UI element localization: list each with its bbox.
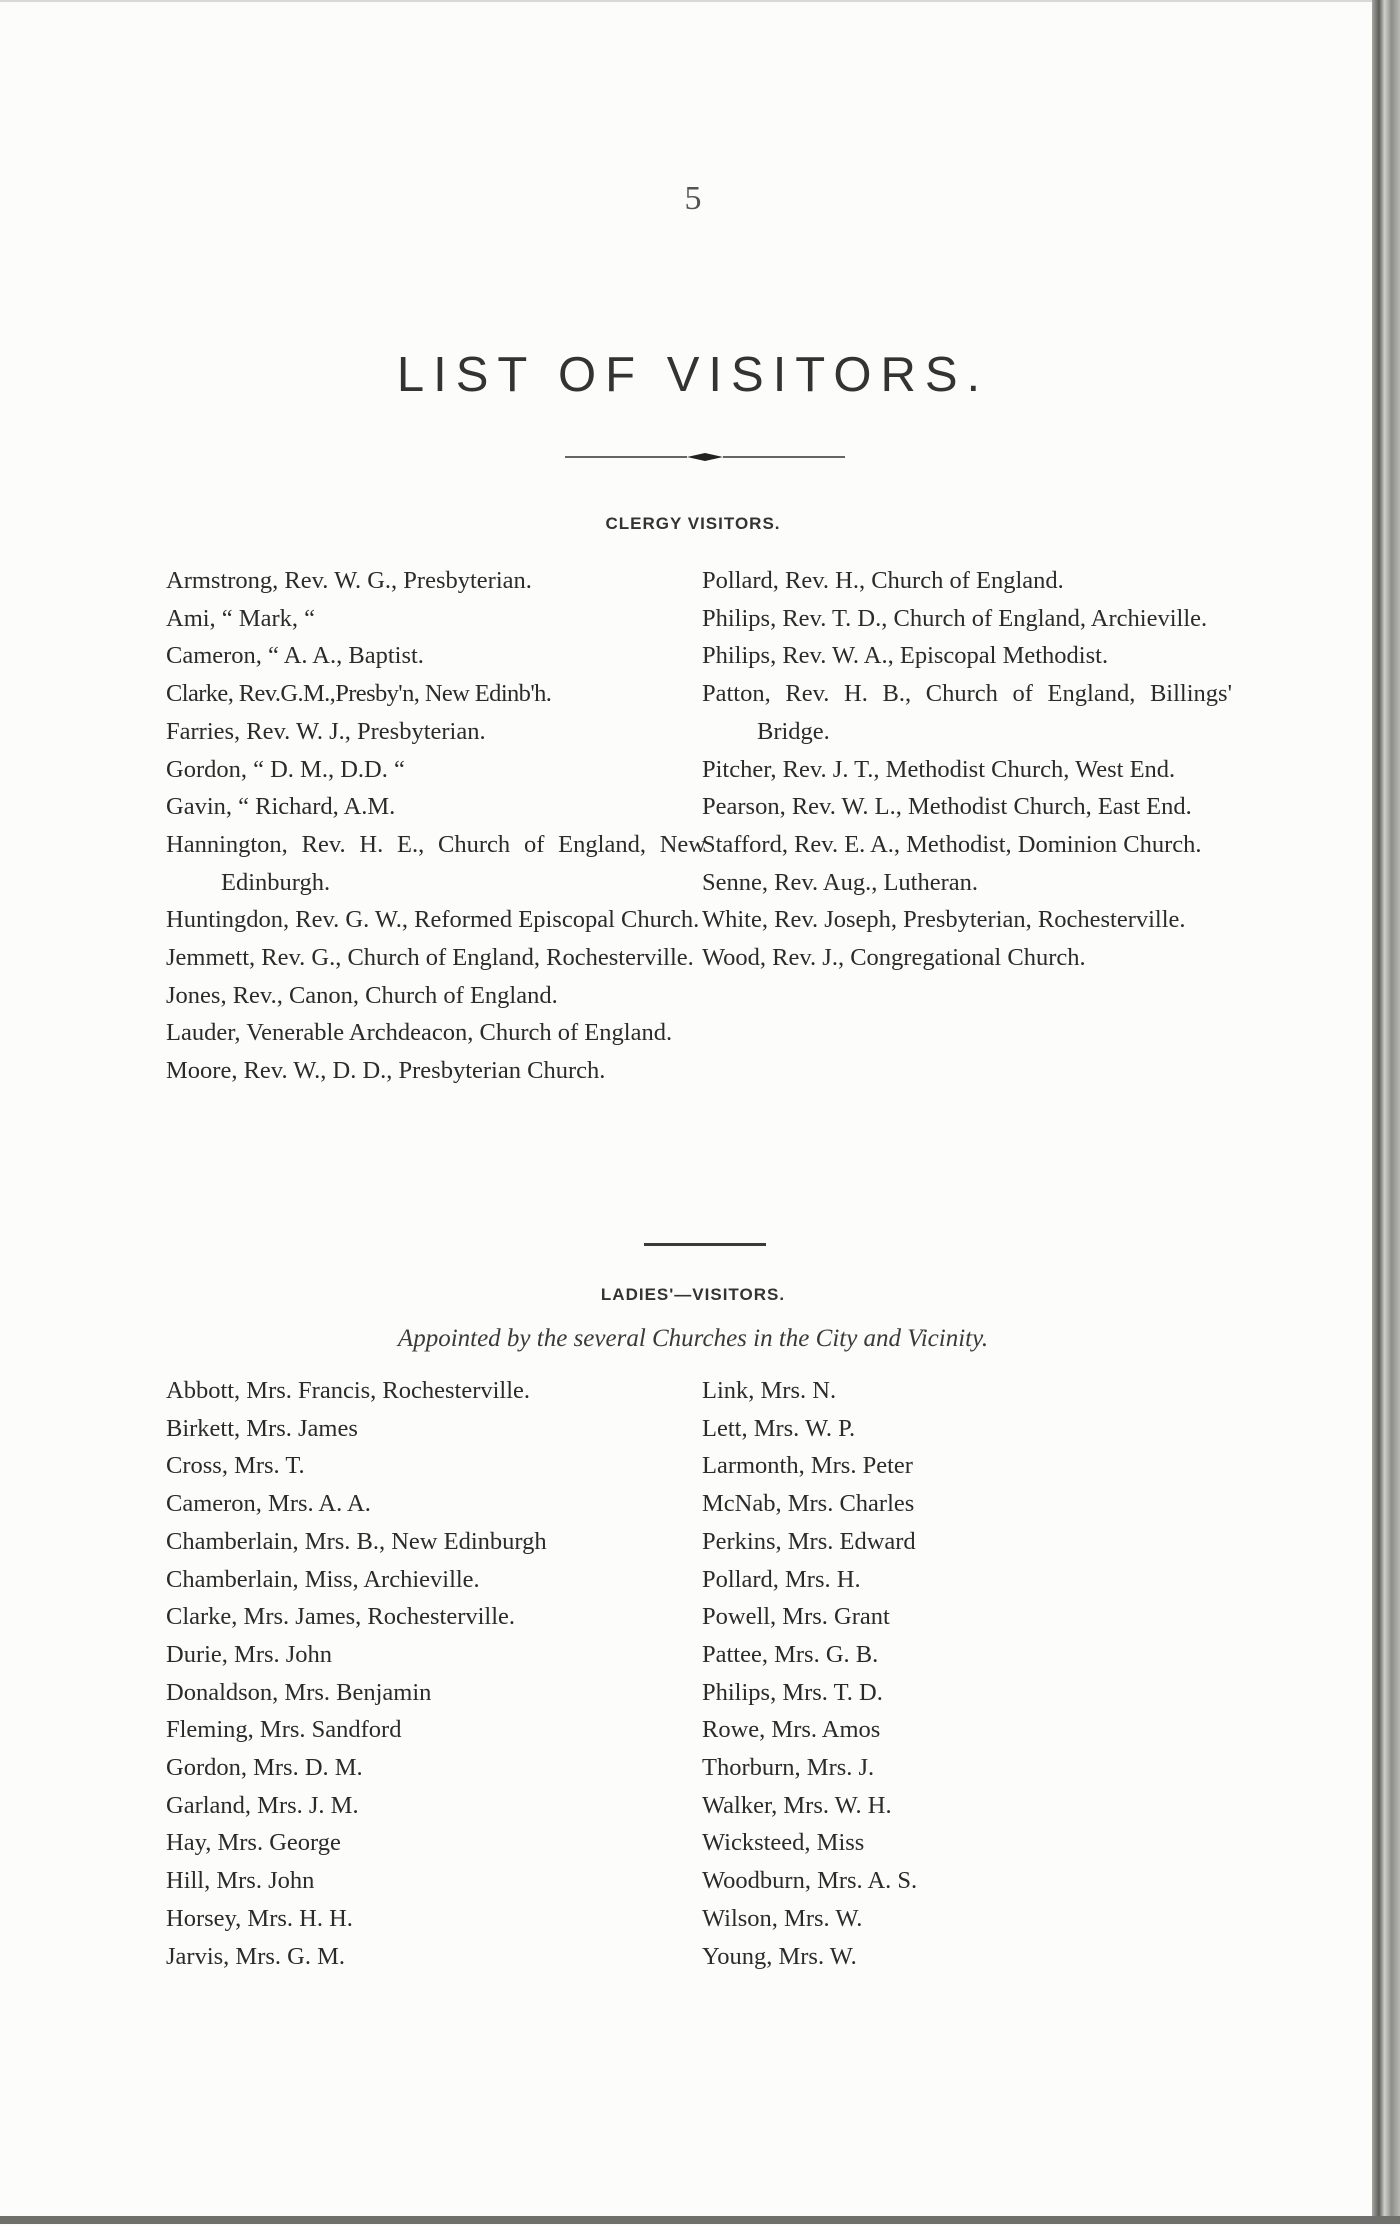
list-item: Hannington, Rev. H. E., Church of England, New Edinburgh. [166,830,706,896]
ladies-left-column [166,1372,706,1975]
list-item: Farries, Rev. W. J., Presbyterian. [166,717,486,745]
list-item: Lauder, Venerable Archdeacon, Church of England. [166,1019,673,1047]
section-divider-rule [644,1243,766,1246]
list-item: Wood, Rev. J., Congregational Church. [702,944,1086,972]
list-item: Patton, Rev. H. B., Church of England, Billings' Bridge. [702,680,1232,745]
list-item: Garland, Mrs. J. M. [166,1791,359,1819]
list-item: Lett, Mrs. W. P. [702,1414,856,1442]
list-item: Walker, Mrs. W. H. [702,1791,892,1819]
list-item: Armstrong, Rev. W. G., Presbyterian. [166,567,532,594]
list-item: Thorburn, Mrs. J. [702,1754,875,1782]
list-item: Wilson, Mrs. W. [702,1904,863,1932]
list-item: Philips, Rev. W. A., Episcopal Methodist. [702,642,1109,670]
list-item: White, Rev. Joseph, Presbyterian, Rochesterville. [702,906,1186,934]
list-item: Chamberlain, Miss, Archieville. [166,1565,480,1593]
clergy-left-column [166,562,706,1090]
list-item: Woodburn, Mrs. A. S. [702,1867,918,1895]
list-item: Cross, Mrs. T. [166,1452,305,1480]
list-item: Durie, Mrs. John [166,1640,333,1668]
list-item: Senne, Rev. Aug., Lutheran. [702,868,979,896]
clergy-heading: CLERGY VISITORS. [605,514,781,533]
list-item: Gordon, “ D. M., D.D. “ [166,755,405,783]
list-item: Philips, Mrs. T. D. [702,1678,883,1706]
list-item: Hay, Mrs. George [166,1829,341,1857]
list-item: Gordon, Mrs. D. M. [166,1754,363,1782]
list-item: Pearson, Rev. W. L., Methodist Church, East End. [702,793,1192,821]
list-item: Stafford, Rev. E. A., Methodist, Dominion Church. [702,830,1202,858]
list-item: Horsey, Mrs. H. H. [166,1904,353,1932]
book-spine-edge [1372,0,1400,2224]
list-item: Clarke, Mrs. James, Rochesterville. [166,1603,516,1631]
ladies-right-column [702,1372,1242,1975]
list-item: Huntingdon, Rev. G. W., Reformed Episcopal Church. [166,906,700,934]
list-item: Perkins, Mrs. Edward [702,1527,916,1555]
list-item: Powell, Mrs. Grant [702,1603,890,1631]
list-item: Philips, Rev. T. D., Church of England, Archieville. [702,604,1208,632]
list-item: Moore, Rev. W., D. D., Presbyterian Church. [166,1057,606,1085]
list-item: Abbott, Mrs. Francis, Rochesterville. [166,1377,531,1404]
list-item: Birkett, Mrs. James [166,1414,358,1442]
list-item: Fleming, Mrs. Sandford [166,1716,402,1744]
list-item: Larmonth, Mrs. Peter [702,1452,913,1480]
list-item: Pitcher, Rev. J. T., Methodist Church, West End. [702,755,1176,783]
list-item: Donaldson, Mrs. Benjamin [166,1678,432,1706]
list-item: Pollard, Rev. H., Church of England. [702,567,1064,594]
scan-bottom-edge [0,2216,1400,2224]
list-item: Cameron, Mrs. A. A. [166,1490,371,1518]
list-item: Gavin, “ Richard, A.M. [166,793,396,821]
list-item: Pattee, Mrs. G. B. [702,1640,879,1668]
list-item: Cameron, “ A. A., Baptist. [166,642,424,670]
ladies-subtitle: Appointed by the several Churches in the City and Vicinity. [397,1325,989,1352]
list-item: Jones, Rev., Canon, Church of England. [166,981,558,1009]
list-item: McNab, Mrs. Charles [702,1490,915,1518]
list-item: Pollard, Mrs. H. [702,1565,861,1593]
page-title: LIST OF VISITORS. [396,348,990,402]
list-item: Rowe, Mrs. Amos [702,1716,881,1744]
list-item: Jarvis, Mrs. G. M. [166,1942,345,1970]
page-number: 5 [684,180,702,217]
list-item: Jemmett, Rev. G., Church of England, Rochesterville. [166,944,694,972]
list-item: Clarke, Rev.G.M.,Presby'n, New Edinb'h. [166,680,552,708]
list-item: Young, Mrs. W. [702,1942,857,1970]
list-item: Link, Mrs. N. [702,1377,837,1404]
list-item: Chamberlain, Mrs. B., New Edinburgh [166,1527,547,1555]
list-item: Ami, “ Mark, “ [166,604,315,632]
ladies-heading: LADIES'—VISITORS. [600,1285,786,1304]
list-item: Wicksteed, Miss [702,1829,865,1857]
clergy-right-column [702,562,1232,977]
ornament-divider [565,450,845,464]
list-item: Hill, Mrs. John [166,1867,315,1895]
